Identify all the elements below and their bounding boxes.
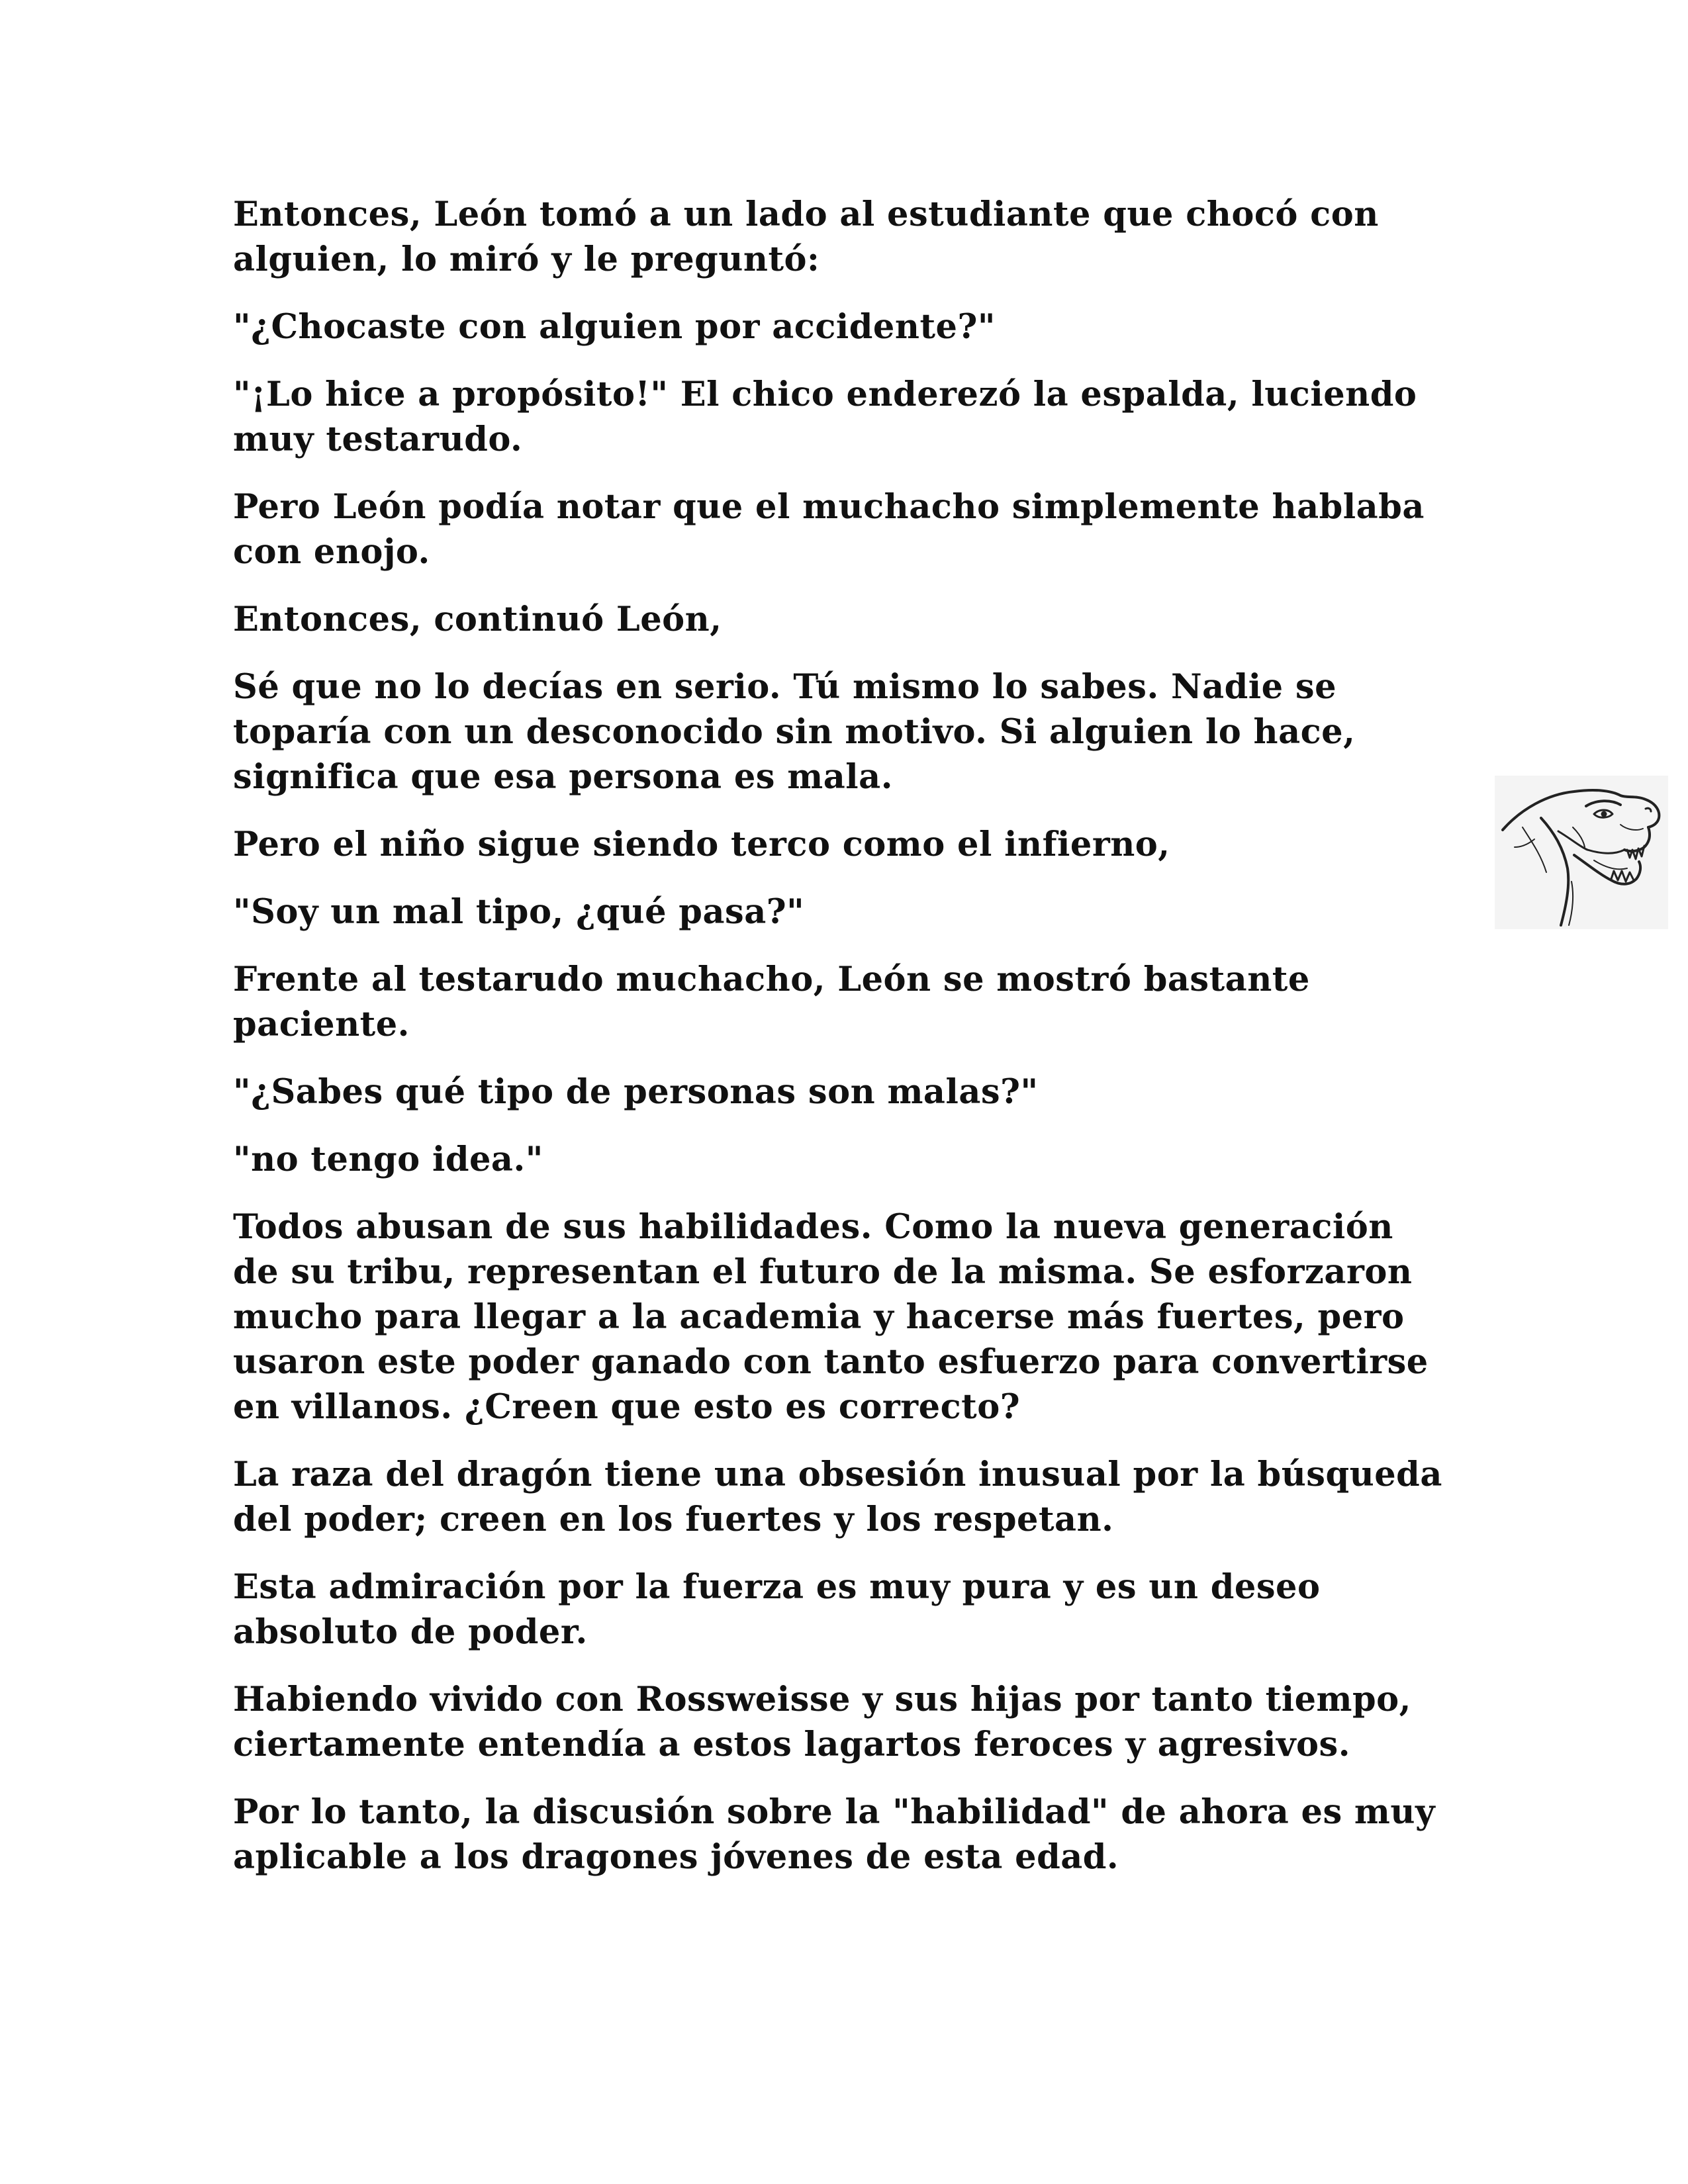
paragraph: Pero el niño sigue siendo terco como el infierno, bbox=[233, 825, 1170, 864]
paragraph: Entonces, continuó León, bbox=[233, 600, 722, 639]
paragraph: Pero León podía notar que el muchacho simplemente hablaba con enojo. bbox=[233, 487, 1425, 572]
dinosaur-head-sketch-icon bbox=[1495, 776, 1668, 929]
body-text bbox=[233, 192, 1451, 1902]
paragraph: Habiendo vivido con Rossweisse y sus hijas por tanto tiempo, ciertamente entendía a estos lagartos feroces y agresivos. bbox=[233, 1680, 1411, 1764]
paragraph: Esta admiración por la fuerza es muy pura y es un deseo absoluto de poder. bbox=[233, 1567, 1321, 1652]
paragraph: Todos abusan de sus habilidades. Como la nueva generación de su tribu, representan el futuro de la misma. Se esforzaron mucho para llegar a la academia y hacerse más fuertes, pero usaron este poder ganado con tanto esfuerzo para convertirse en villanos. ¿Creen que esto es correcto? bbox=[233, 1207, 1429, 1427]
paragraph: "¿Chocaste con alguien por accidente?" bbox=[233, 307, 996, 347]
paragraph: "¡Lo hice a propósito!" El chico enderezó la espalda, luciendo muy testarudo. bbox=[233, 375, 1417, 459]
paragraph: "Soy un mal tipo, ¿qué pasa?" bbox=[233, 892, 805, 932]
paragraph: "no tengo idea." bbox=[233, 1140, 543, 1179]
paragraph: La raza del dragón tiene una obsesión inusual por la búsqueda del poder; creen en los fuertes y los respetan. bbox=[233, 1455, 1442, 1539]
paragraph: Por lo tanto, la discusión sobre la "habilidad" de ahora es muy aplicable a los dragones jóvenes de esta edad. bbox=[233, 1792, 1436, 1877]
paragraph: Sé que no lo decías en serio. Tú mismo lo sabes. Nadie se toparía con un desconocido sin motivo. Si alguien lo hace, significa que esa persona es mala. bbox=[233, 667, 1356, 797]
paragraph: Frente al testarudo muchacho, León se mostró bastante paciente. bbox=[233, 960, 1310, 1044]
paragraph: "¿Sabes qué tipo de personas son malas?" bbox=[233, 1072, 1039, 1112]
paragraph: Entonces, León tomó a un lado al estudiante que chocó con alguien, lo miró y le preguntó: bbox=[233, 195, 1379, 279]
